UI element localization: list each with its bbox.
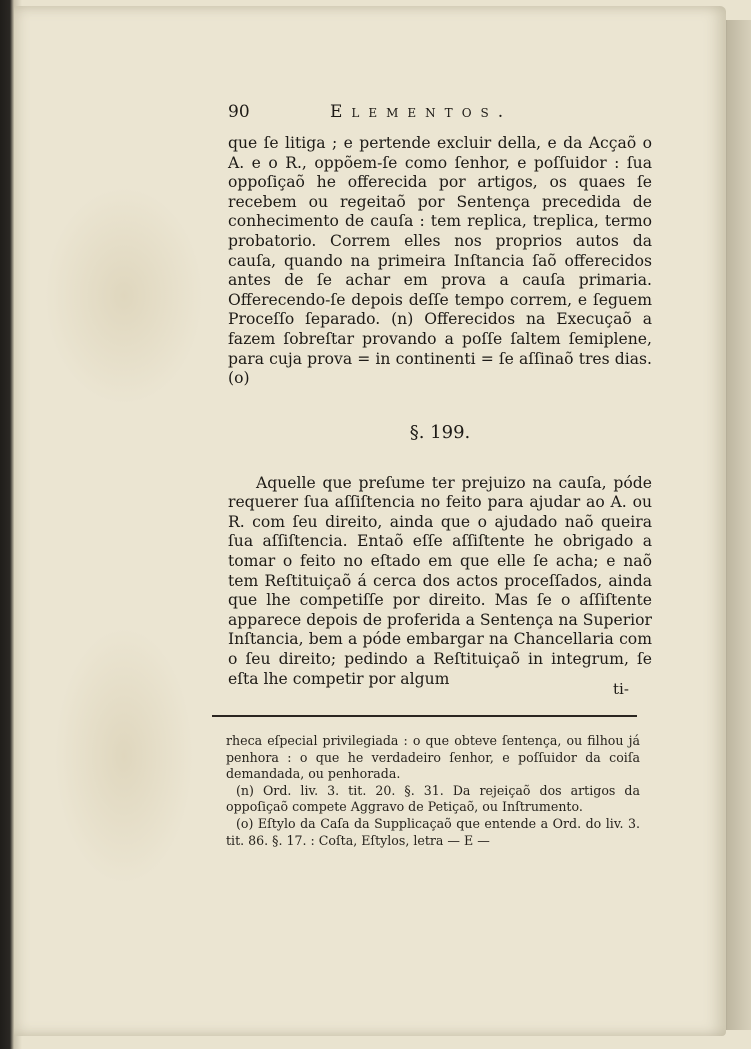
footnote: (n) Ord. liv. 3. tit. 20. §. 31. Da rejeiçaõ dos artigos da oppoſiçaõ compete Aggravo de Petiçaõ, ou Inſtrumento.	[226, 782, 640, 815]
continued-paragraph: que ſe litiga ; e pertende excluir della, e da Acçaõ o A. e o R., oppõem-ſe como ſenhor, e poſſuidor : ſua oppoſiçaõ he offerecida por artigos, os quaes ſe recebem ou regeitaõ por Sentença precedida de conhecimento de cauſa : tem replica, treplica, termo probatorio. Correm elles nos proprios autos da cauſa, quando na primeira Inſtancia ſaõ offerecidos antes de ſe achar em prova a cauſa primaria. Offerecendo-ſe depois deſſe tempo correm, e ſeguem Proceſſo ſeparado. (n) Offerecidos na Execuçaõ a fazem ſobreſtar provando a poſſe ſaltem ſemiplene, para cuja prova = in continenti = ſe aſſinaõ tres dias. (o)	[228, 134, 652, 388]
footnote: rheca eſpecial privilegiada : o que obteve ſentença, ou filhou já penhora : o que he verdadeiro ſenhor, e poſſuidor da coiſa demandada, ou penhorada.	[226, 733, 640, 782]
page-header	[228, 102, 648, 128]
paper-stain	[44, 186, 204, 406]
section-heading: §. 199.	[409, 422, 471, 443]
section-text-block	[228, 458, 652, 705]
footnote: (o) Eſtylo da Caſa da Supplicaçaõ que entende a Ord. do liv. 3. tit. 86. §. 17. : Coſta, Eſtylos, letra — E —	[226, 815, 640, 848]
main-text-block	[228, 134, 652, 389]
footnote-rule	[212, 715, 637, 717]
catchword: ti-	[613, 680, 629, 698]
paper-stain	[54, 626, 194, 886]
running-title: Elementos.	[330, 102, 513, 122]
footnotes-block	[226, 733, 640, 849]
section-paragraph: Aquelle que preſume ter prejuizo na cauſa, póde requerer ſua aſſiſtencia no feito para ajudar ao A. ou R. com ſeu direito, ainda que o ajudado naõ queira ſua aſſiſtencia. Entaõ eſſe aſſiſtente he obrigado a tomar o feito no eſtado em que elle ſe acha; e naõ tem Reſtituiçaõ á cerca dos actos proceſſados, ainda que lhe competiſſe por direito. Mas ſe o aſſiſtente apparece depois de proferida a Sentença na Superior Inſtancia, bem a póde embargar na Chancellaria com o ſeu direito; pedindo a Reſtituiçaõ in integrum, ſe eſta lhe competir por algum	[228, 473, 652, 688]
page-number: 90	[228, 102, 250, 122]
